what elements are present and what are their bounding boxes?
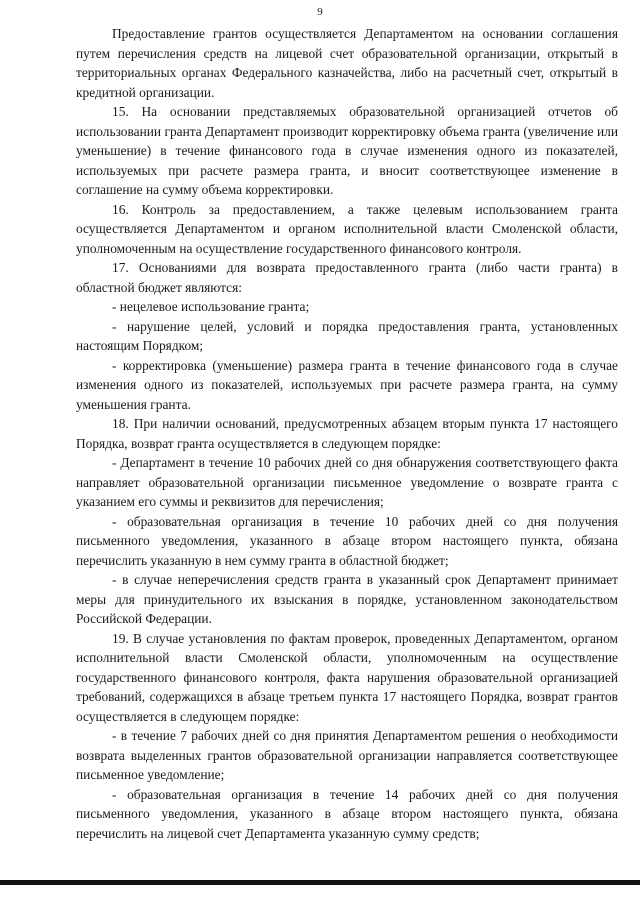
paragraph-16: 16. Контроль за предоставлением, а также целевым использованием гранта осуществляется Департаментом и органом исполнительной власти Смоленской области, уполномоченным на осуществление государственного финансового контроля. <box>76 201 618 256</box>
list-item-19-2: - образовательная организация в течение 14 рабочих дней со дня получения письменного уведомления, указанного в абзаце втором настоящего пункта, обязана перечислить на лицевой счет Департамента указанную сумму средств; <box>76 786 618 841</box>
list-item-17-3: - корректировка (уменьшение) размера гранта в течение финансового года в случае изменения одного из показателей, используемых при расчете размера гранта, на сумму уменьшения гранта. <box>76 357 618 412</box>
page-number: 9 <box>317 6 323 18</box>
scan-bottom-bar <box>0 880 640 885</box>
list-item-18-1: - Департамент в течение 10 рабочих дней со дня обнаружения соответствующего факта направляет образовательной организации письменное уведомление о возврате гранта с указанием его суммы и реквизитов для перечисления; <box>76 455 618 509</box>
list-item-18-2: - образовательная организация в течение 10 рабочих дней со дня получения письменного уведомления, указанного в абзаце втором настоящего пункта, обязана перечислить указанную в нем сумму гранта в областной бюджет; <box>76 513 618 568</box>
document-body <box>76 24 618 843</box>
paragraph-17: 17. Основаниями для возврата предоставленного гранта (либо части гранта) в областной бюджет являются: <box>76 260 618 295</box>
list-item-18-3: - в случае неперечисления средств гранта в указанный срок Департамент принимает меры для принудительного их взыскания в порядке, установленном законодательством Российской Федерации. <box>76 572 618 626</box>
list-item-17-2: - нарушение целей, условий и порядка предоставления гранта, установленных настоящим Порядком; <box>76 318 618 353</box>
paragraph-grant-provision: Предоставление грантов осуществляется Департаментом на основании соглашения путем перечисления средств на лицевой счет образовательной организации, открытый в территориальных органах Федерального казначейства, либо на расчетный счет, открытый в кредитной организации. <box>76 26 618 100</box>
list-item-19-1: - в течение 7 рабочих дней со дня принятия Департаментом решения о необходимости возврата выделенных грантов образовательной организации направляется соответствующее письменное уведомление; <box>76 728 618 782</box>
paragraph-15: 15. На основании представляемых образовательной организацией отчетов об использовании гранта Департамент производит корректировку объема гранта (увеличение или уменьшение) в течение финансового года в случае изменения одного из показателей, используемых при расчете размера гранта, и вносит соответствующее изменение в соглашение на сумму объема корректировки. <box>76 104 618 197</box>
paragraph-19: 19. В случае установления по фактам проверок, проведенных Департаментом, органом исполнительной власти Смоленской области, уполномоченным на осуществление государственного финансового контроля, факта нарушения образовательной организацией требований, содержащихся в абзаце третьем пункта 17 настоящего Порядка, возврат грантов осуществляется в следующем порядке: <box>76 630 618 724</box>
list-item-17-1: - нецелевое использование гранта; <box>112 299 310 314</box>
paragraph-18: 18. При наличии оснований, предусмотренных абзацем вторым пункта 17 настоящего Порядка, возврат гранта осуществляется в следующем порядке: <box>76 416 618 451</box>
